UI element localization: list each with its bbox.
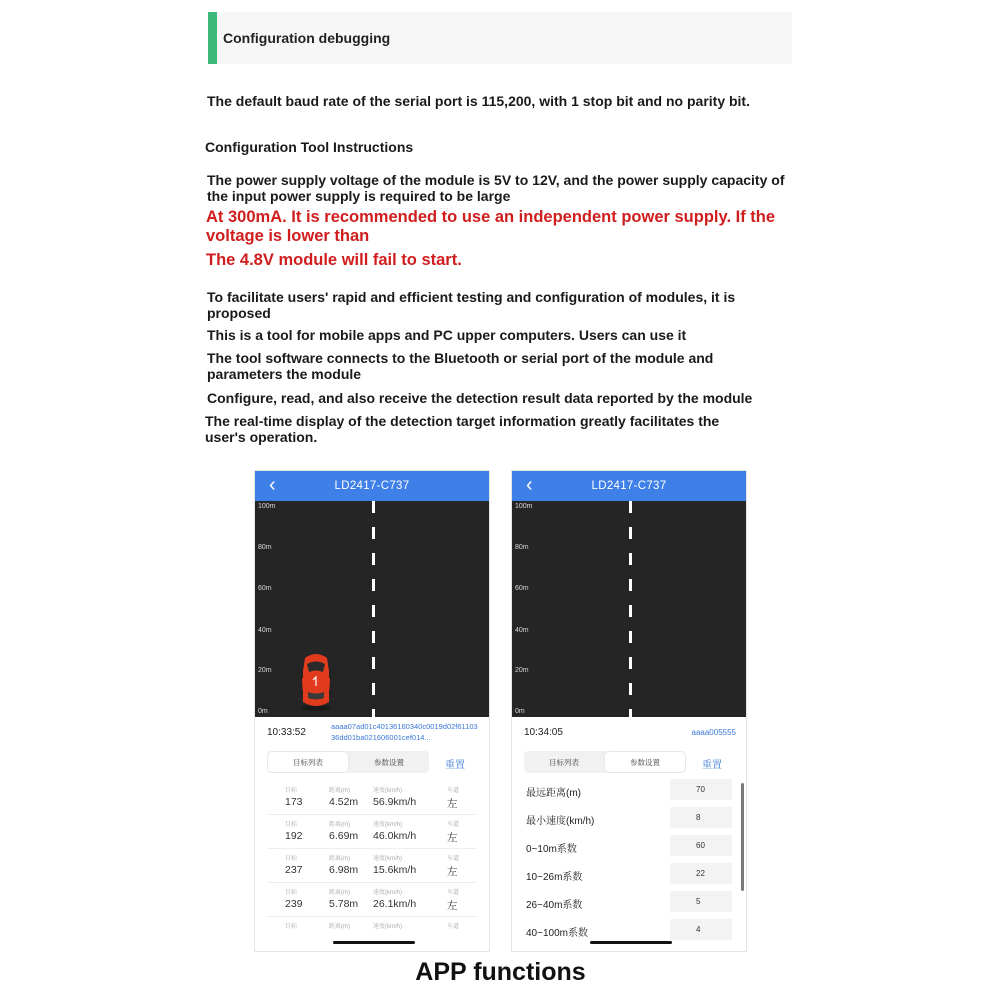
phone-target-list-screen [254, 470, 490, 952]
warning-line-2: voltage is lower than [206, 227, 370, 245]
warning-line-3: The 4.8V module will fail to start. [206, 251, 462, 269]
target-lane: 左 [447, 798, 458, 810]
target-lane: 左 [447, 866, 458, 878]
range-tick: 60m [515, 585, 529, 592]
col-label: 目标 [285, 924, 298, 930]
segment-tabs [524, 751, 686, 773]
caption: APP functions [415, 958, 586, 986]
radar-view [512, 501, 746, 717]
range-tick: 60m [258, 585, 272, 592]
range-tick: 0m [258, 708, 268, 715]
range-tick: 80m [258, 544, 272, 551]
lane-divider [629, 501, 632, 717]
param-value-input[interactable]: 22 [670, 863, 732, 884]
section-header [208, 12, 792, 64]
col-label: 目标 [285, 890, 298, 896]
param-label: 40~100m系数 [526, 928, 588, 939]
col-label: 距离(m) [329, 788, 350, 794]
target-id: 237 [285, 864, 303, 876]
nav-bar [512, 471, 746, 501]
range-tick: 80m [515, 544, 529, 551]
timestamp: 10:33:52 [267, 727, 306, 738]
facilitate-line-1: To facilitate users' rapid and efficient testing and configuration of modules, it is [207, 289, 736, 305]
target-distance: 6.69m [329, 830, 359, 842]
timestamp: 10:34:05 [524, 727, 563, 738]
baud-rate-text: The default baud rate of the serial port is 115,200, with 1 stop bit and no parity bit. [207, 93, 750, 109]
target-row [255, 849, 489, 883]
connect-line-2: parameters the module [207, 366, 362, 382]
target-distance: 6.98m [329, 864, 359, 876]
raw-data-hex: aaaa07ad01c40136160340c0019d02f6110336dd01ba021606001cef014... [331, 722, 478, 742]
col-label: 速度(km/h) [373, 924, 402, 930]
car-icon [299, 650, 333, 712]
back-arrow-icon[interactable]: ‹ [269, 474, 276, 496]
tool-heading: Configuration Tool Instructions [205, 139, 414, 155]
param-label: 最远距离(m) [526, 788, 581, 799]
mobile-text: This is a tool for mobile apps and PC upper computers. Users can use it [207, 327, 687, 343]
param-value-input[interactable]: 60 [670, 835, 732, 856]
col-label: 目标 [285, 822, 298, 828]
tab-parameter-settings[interactable]: 参数设置 [374, 757, 404, 767]
col-label: 车道 [447, 890, 460, 896]
target-id: 192 [285, 830, 303, 842]
target-speed: 15.6km/h [373, 864, 417, 876]
range-tick: 100m [258, 503, 276, 510]
param-label: 最小速度(km/h) [526, 816, 595, 827]
configure-text: Configure, read, and also receive the detection result data reported by the module [207, 390, 753, 406]
lane-divider [372, 501, 375, 717]
param-row [512, 916, 746, 944]
scrollbar[interactable] [741, 783, 744, 891]
reset-button[interactable]: 重置 [445, 760, 465, 771]
param-value-input[interactable]: 70 [670, 779, 732, 800]
nav-bar [255, 471, 489, 501]
col-label: 车道 [447, 822, 460, 828]
col-label: 距离(m) [329, 856, 350, 862]
target-row [255, 883, 489, 917]
col-label: 目标 [285, 856, 298, 862]
param-value-input[interactable]: 8 [670, 807, 732, 828]
raw-data-hex: aaaa005555 [691, 728, 736, 737]
range-tick: 40m [258, 627, 272, 634]
segment-tabs [267, 751, 429, 773]
target-lane: 左 [447, 900, 458, 912]
back-arrow-icon[interactable]: ‹ [526, 474, 533, 496]
col-label: 车道 [447, 856, 460, 862]
col-label: 速度(km/h) [373, 822, 402, 828]
target-lane: 左 [447, 832, 458, 844]
connect-line-1: The tool software connects to the Bluetooth or serial port of the module and [207, 350, 714, 366]
target-id: 239 [285, 898, 303, 910]
param-value-input[interactable]: 5 [670, 891, 732, 912]
target-distance: 5.78m [329, 898, 359, 910]
col-label: 速度(km/h) [373, 856, 402, 862]
target-row [255, 917, 489, 951]
param-value-input[interactable]: 4 [670, 919, 732, 940]
home-indicator[interactable] [590, 941, 672, 944]
phone-parameter-screen [511, 470, 747, 952]
device-title: LD2417-C737 [334, 480, 410, 492]
tab-target-list[interactable]: 目标列表 [268, 752, 348, 772]
param-row [512, 804, 746, 832]
facilitate-line-2: proposed [207, 305, 271, 321]
col-label: 距离(m) [329, 822, 350, 828]
range-tick: 20m [515, 667, 529, 674]
range-tick: 40m [515, 627, 529, 634]
param-label: 0~10m系数 [526, 844, 577, 855]
tab-parameter-settings[interactable]: 参数设置 [605, 752, 685, 772]
target-speed: 46.0km/h [373, 830, 417, 842]
realtime-line-1: The real-time display of the detection target information greatly facilitates the [205, 413, 720, 429]
col-label: 目标 [285, 788, 298, 794]
target-distance: 4.52m [329, 796, 359, 808]
param-row [512, 888, 746, 916]
target-id: 173 [285, 796, 303, 808]
tab-target-list[interactable]: 目标列表 [549, 757, 579, 767]
target-row [255, 781, 489, 815]
power-text-line-1: The power supply voltage of the module is 5V to 12V, and the power supply capacity of [207, 172, 785, 188]
range-tick: 0m [515, 708, 525, 715]
col-label: 车道 [447, 924, 460, 930]
param-row [512, 860, 746, 888]
param-row [512, 832, 746, 860]
realtime-line-2: user's operation. [205, 429, 318, 445]
col-label: 速度(km/h) [373, 890, 402, 896]
home-indicator[interactable] [333, 941, 415, 944]
param-label: 26~40m系数 [526, 900, 583, 911]
target-speed: 26.1km/h [373, 898, 417, 910]
target-speed: 56.9km/h [373, 796, 417, 808]
status-row [255, 717, 489, 747]
col-label: 车道 [447, 788, 460, 794]
reset-button[interactable]: 重置 [702, 760, 722, 771]
warning-line-1: At 300mA. It is recommended to use an independent power supply. If the [206, 208, 776, 226]
range-tick: 20m [258, 667, 272, 674]
col-label: 速度(km/h) [373, 788, 402, 794]
col-label: 距离(m) [329, 890, 350, 896]
target-row [255, 815, 489, 849]
range-tick: 100m [515, 503, 533, 510]
param-label: 10~26m系数 [526, 872, 583, 883]
param-row [512, 776, 746, 804]
col-label: 距离(m) [329, 924, 350, 930]
power-text-line-2: the input power supply is required to be large [207, 188, 511, 204]
status-row [512, 717, 746, 747]
section-title: Configuration debugging [223, 30, 391, 46]
radar-view [255, 501, 489, 717]
device-title: LD2417-C737 [591, 480, 667, 492]
